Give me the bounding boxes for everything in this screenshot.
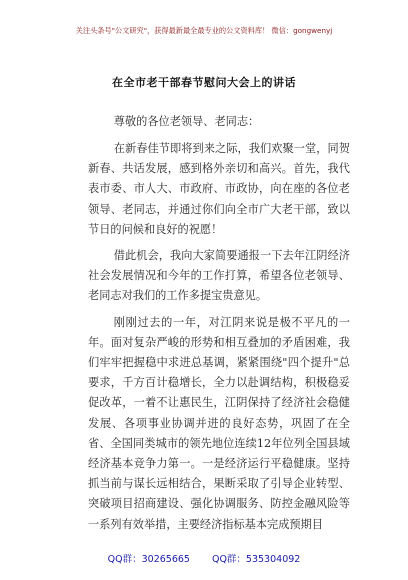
document-body [88, 112, 350, 541]
salutation: 尊敬的各位老领导、老同志： [113, 115, 260, 128]
paragraph: 在新春佳节即将到来之际，我们欢聚一堂，同贺新春、共话发展，感到格外亲切和高兴。首先，我代表市委、市人大、市政府、市政协，向在座的各位老领导、老同志，并通过你们向全市广大老干部，致以节日的问候和良好的祝愿！ [88, 142, 350, 236]
paragraph: 刚刚过去的一年，对江阴来说是极不平凡的一年。面对复杂严峻的形势和相互叠加的矛盾困难，我们牢牢把握稳中求进总基调，紧紧围绕"四个提升"总要求，千方百计稳增长，全力以赴调结构，积极稳妥促改革，一着不让惠民生，江阴保持了经济社会稳健发展、各项事业协调并进的良好态势，巩固了在全省、全国同类城市的领先地位连续12年位列全国县域经济基本竞争力第一。一是经济运行平稳健康。坚持抓当前与谋长远相结合，果断采取了引导企业转型、突破项目招商建设、强化协调服务、防控金融风险等一系列有效举措，主要经济指标基本完成预期目 [88, 315, 350, 531]
qq-group-2: QQ群：535304092 [211, 554, 301, 565]
qq-group-1: QQ群：30265665 [107, 554, 190, 565]
header-note: 关注头条号"公文研究"，获得最新最全最专业的公文资料库！ 微信：gongwenyj [75, 26, 333, 35]
paragraph: 借此机会，我向大家简要通报一下去年江阴经济社会发展情况和今年的工作打算，希望各位老领导、老同志对我们的工作多提宝贵意见。 [88, 249, 350, 303]
footer-contacts [0, 551, 408, 565]
page-title: 在全市老干部春节慰问大会上的讲话 [112, 76, 296, 89]
